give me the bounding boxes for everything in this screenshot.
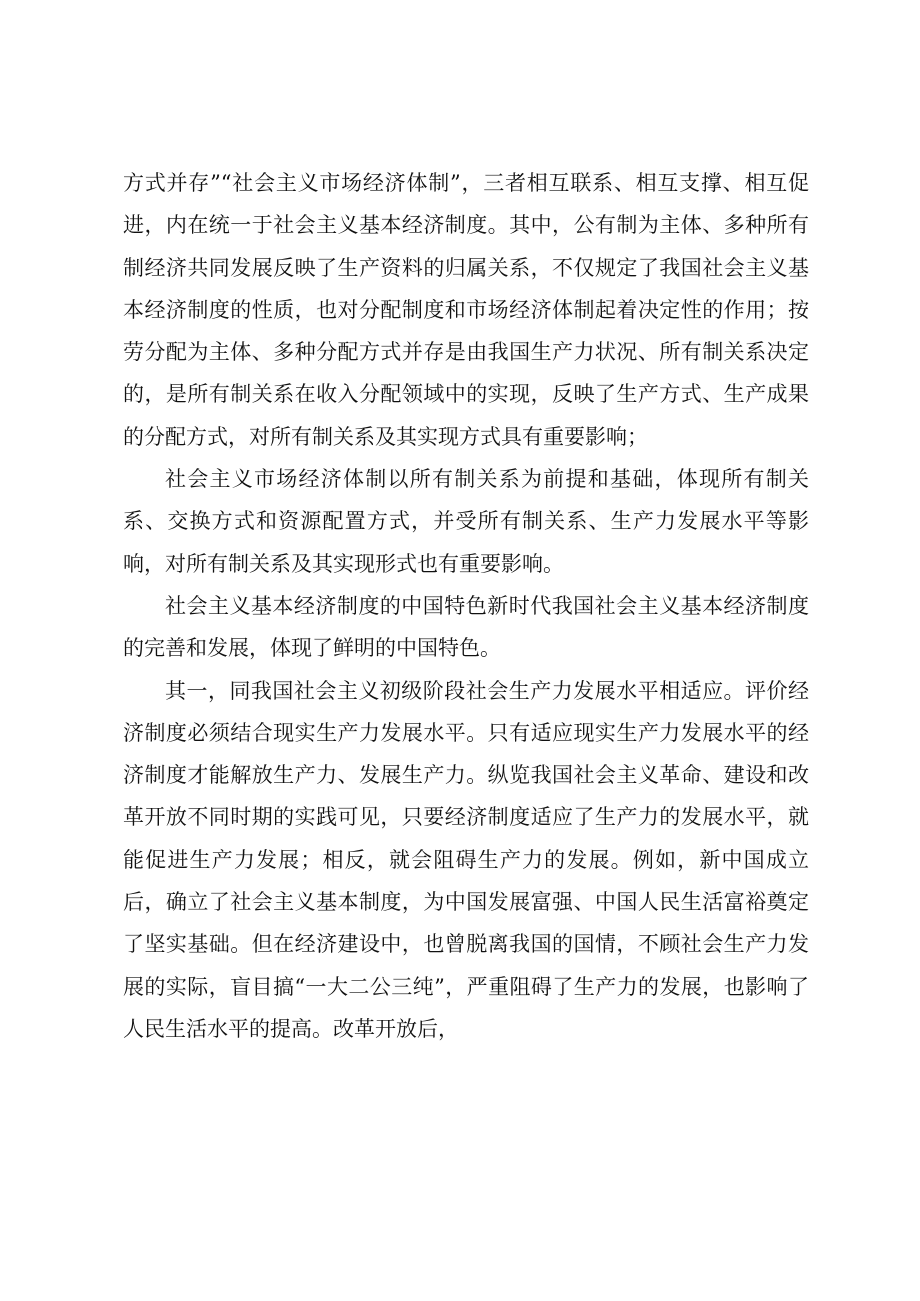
paragraph-2: 社会主义市场经济体制以所有制关系为前提和基础，体现所有制关系、交换方式和资源配置方式，并受所有制关系、生产力发展水平等影响，对所有制关系及其实现形式也有重要影响。 bbox=[123, 467, 809, 576]
paragraph-3: 社会主义基本经济制度的中国特色新时代我国社会主义基本经济制度的完善和发展，体现了鲜明的中国特色。 bbox=[123, 593, 809, 661]
paragraph-1: 方式并存”“社会主义市场经济体制”，三者相互联系、相互支撑、相互促进，内在统一于社会主义基本经济制度。其中，公有制为主体、多种所有制经济共同发展反映了生产资料的归属关系，不仅规定了我国社会主义基本经济制度的性质，也对分配制度和市场经济体制起着决定性的作用；按劳分配为主体、多种分配方式并存是由我国生产力状况、所有制关系决定的，是所有制关系在收入分配领域中的实现，反映了生产方式、生产成果的分配方式，对所有制关系及其实现方式具有重要影响； bbox=[123, 171, 809, 449]
document-body bbox=[123, 162, 809, 1050]
paragraph-4: 其一，同我国社会主义初级阶段社会生产力发展水平相适应。评价经济制度必须结合现实生产力发展水平。只有适应现实生产力发展水平的经济制度才能解放生产力、发展生产力。纵览我国社会主义革命、建设和改革开放不同时期的实践可见，只要经济制度适应了生产力的发展水平，就能促进生产力发展；相反，就会阻碍生产力的发展。例如，新中国成立后，确立了社会主义基本制度，为中国发展富强、中国人民生活富裕奠定了坚实基础。但在经济建设中，也曾脱离我国的国情，不顾社会生产力发展的实际，盲目搞“一大二公三纯”，严重阻碍了生产力的发展，也影响了人民生活水平的提高。改革开放后， bbox=[123, 678, 809, 1041]
